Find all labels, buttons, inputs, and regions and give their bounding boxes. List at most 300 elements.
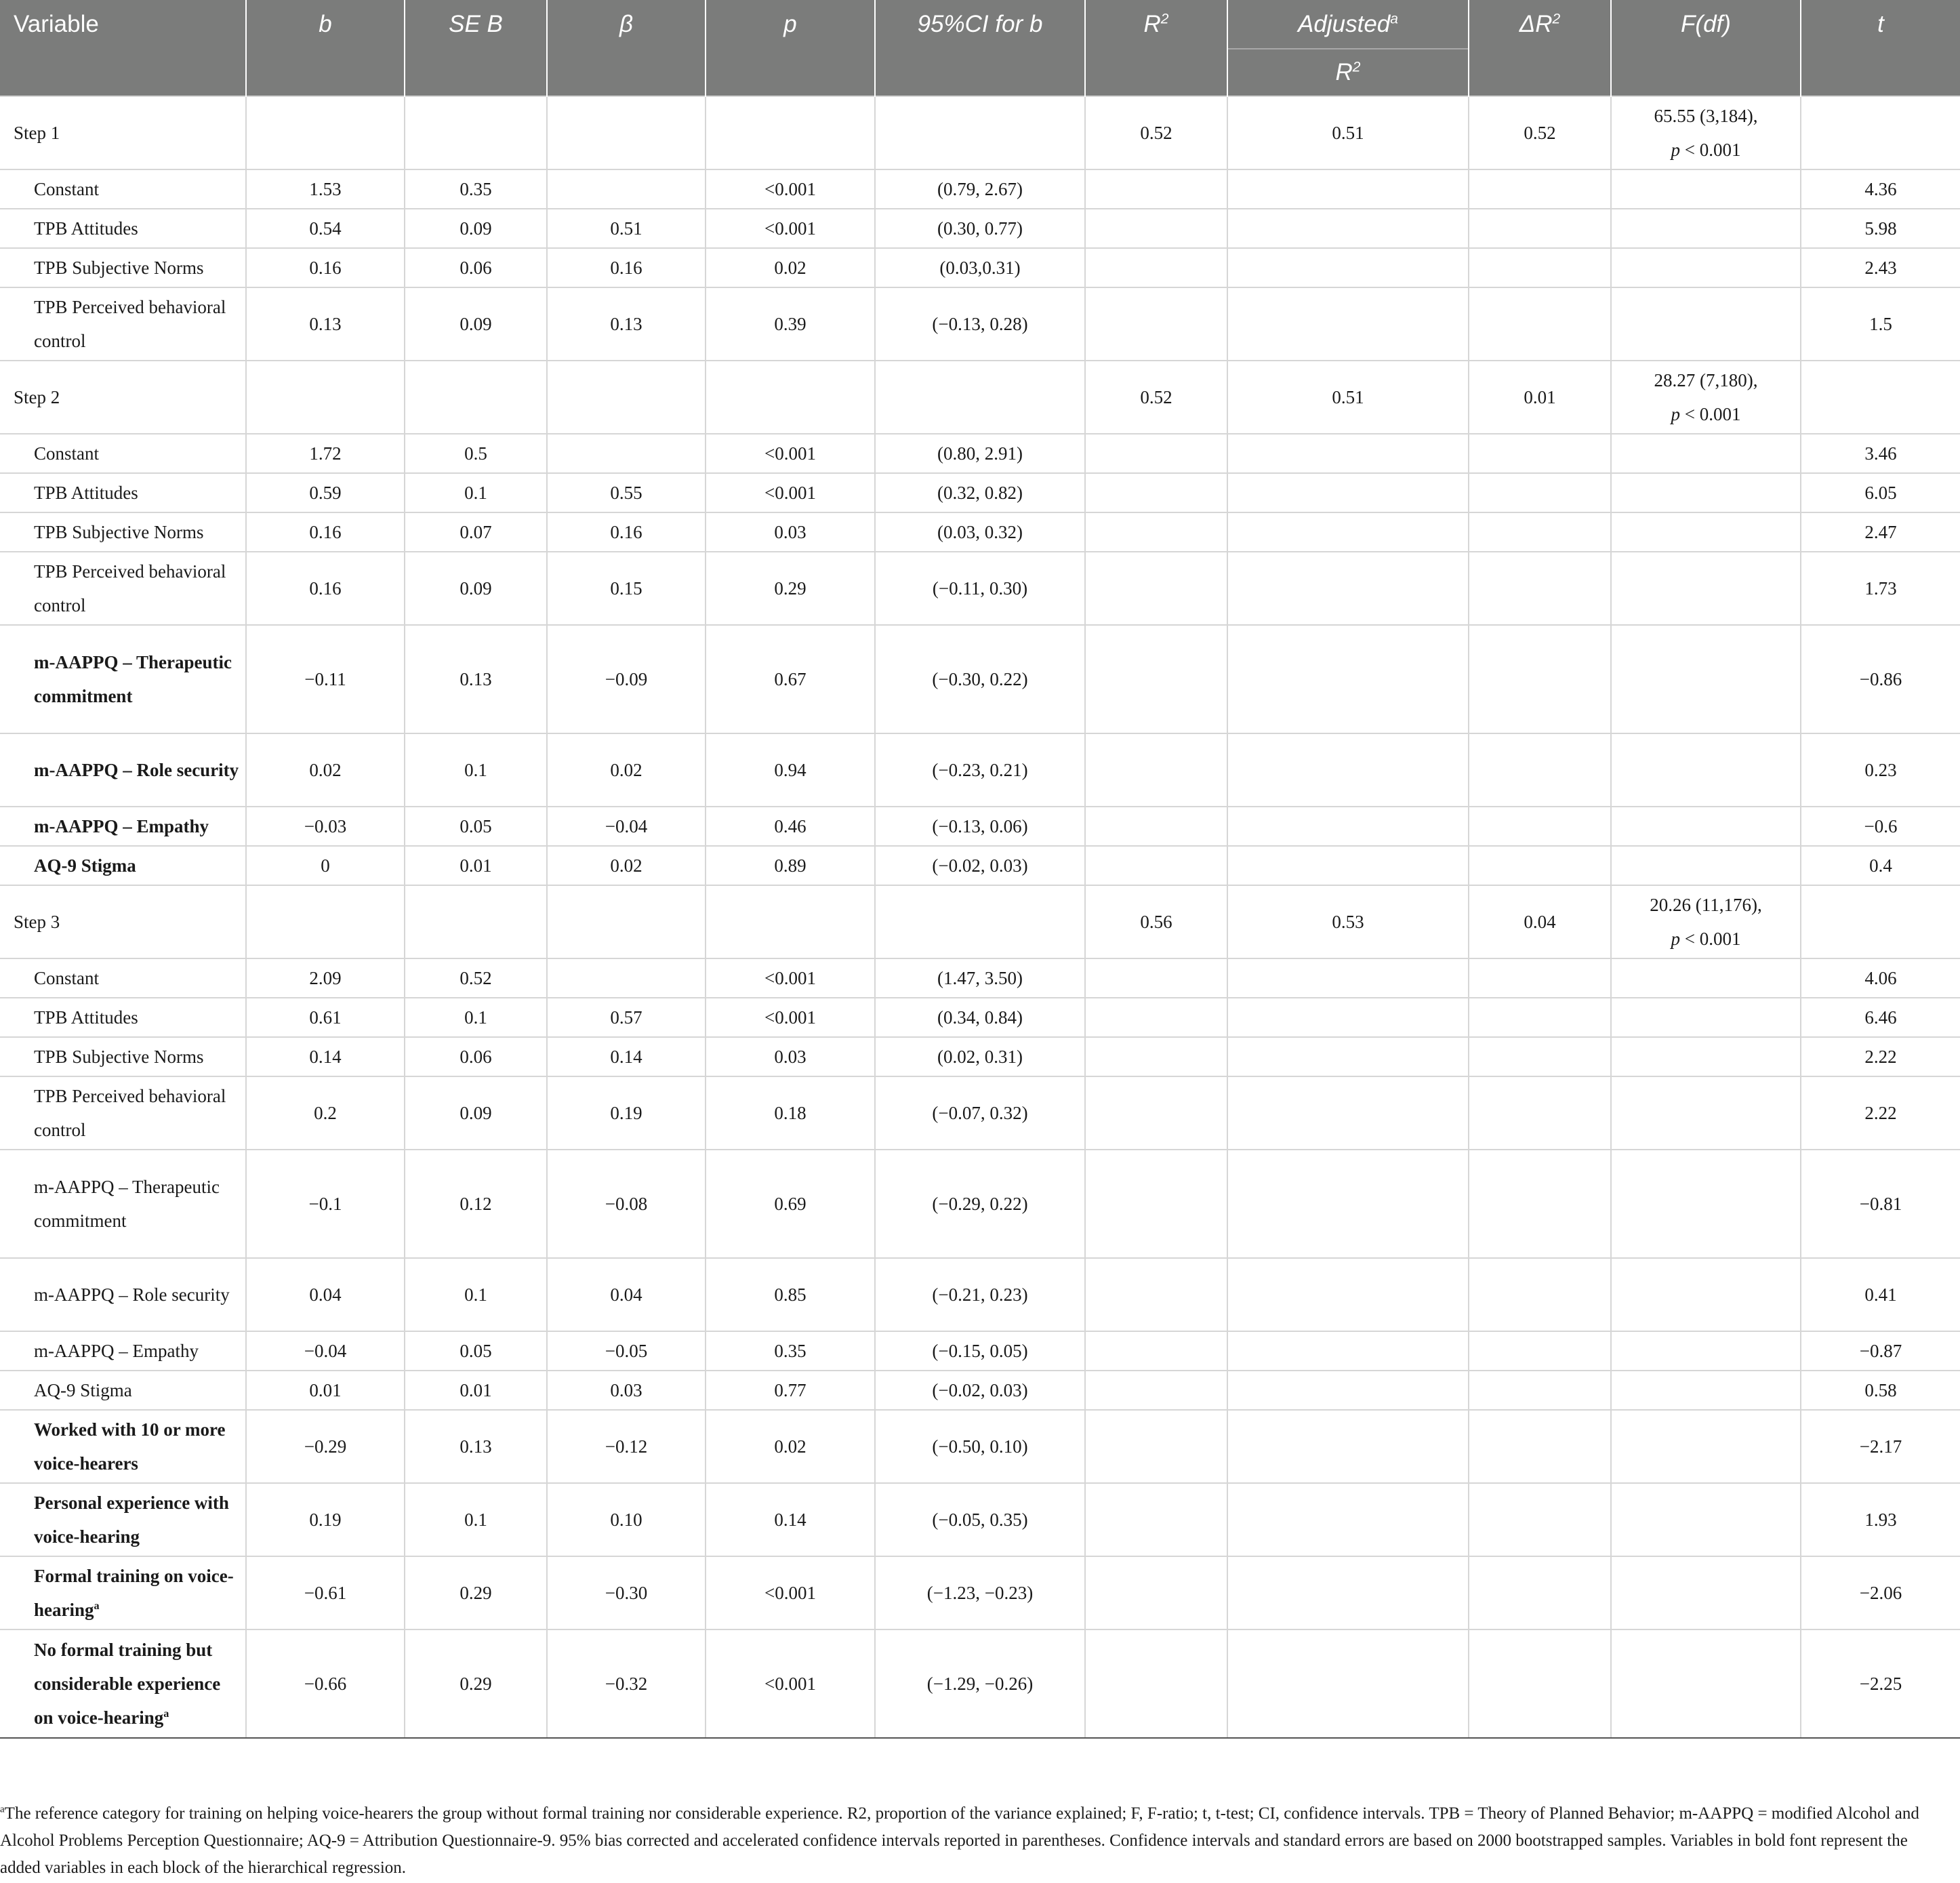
cell-text: Formal training on voice-hearing: [34, 1566, 234, 1620]
table-body: [0, 96, 1960, 1738]
cell-text: 0.1: [464, 1510, 487, 1530]
cell-text: (0.03,0.31): [939, 258, 1021, 278]
cell-b: [246, 1150, 405, 1258]
table-row: [0, 1483, 1960, 1556]
cell-text: 0.59: [309, 483, 342, 503]
cell-ci: [875, 807, 1085, 846]
cell-r2: [1085, 552, 1227, 625]
cell-text: (−0.50, 0.10): [932, 1436, 1028, 1457]
cell-ci: [875, 473, 1085, 512]
cell-variable: [0, 552, 246, 625]
cell-b: [246, 434, 405, 473]
cell-se-b: [405, 287, 547, 361]
cell-adjusted-r2: [1227, 1629, 1469, 1738]
cell-text: <0.001: [764, 218, 816, 239]
cell-delta-r2: [1469, 1556, 1611, 1629]
cell-text: 0.02: [774, 1436, 807, 1457]
cell-variable: [0, 733, 246, 807]
cell-variable: [0, 1037, 246, 1076]
cell-beta: [547, 885, 706, 958]
cell-fdf: [1611, 1629, 1801, 1738]
cell-ci: [875, 1410, 1085, 1483]
cell-text: 0.09: [460, 1103, 492, 1123]
cell-variable: [0, 512, 246, 552]
cell-delta-r2: [1469, 473, 1611, 512]
cell-p: [706, 807, 875, 846]
cell-t: [1801, 846, 1960, 885]
cell-t: [1801, 1150, 1960, 1258]
cell-adjusted-r2: [1227, 998, 1469, 1037]
f-statistic: 20.26 (11,176),: [1650, 895, 1762, 915]
cell-text: (−0.05, 0.35): [932, 1510, 1028, 1530]
cell-p: [706, 885, 875, 958]
header-adjusted-r2: [1227, 0, 1469, 96]
cell-text: TPB Perceived behavioral control: [34, 561, 226, 615]
cell-p: [706, 552, 875, 625]
cell-ci: [875, 512, 1085, 552]
cell-t: [1801, 1556, 1960, 1629]
cell-ci: [875, 998, 1085, 1037]
cell-p: [706, 361, 875, 434]
table-row: [0, 846, 1960, 885]
cell-ci: [875, 846, 1085, 885]
cell-ci: [875, 1258, 1085, 1331]
cell-text: Step 1: [14, 123, 60, 143]
cell-text: 0.89: [774, 855, 807, 876]
cell-r2: [1085, 512, 1227, 552]
cell-text: 0.05: [460, 816, 492, 836]
cell-ci: [875, 1556, 1085, 1629]
cell-t: [1801, 434, 1960, 473]
cell-ci: [875, 625, 1085, 733]
cell-se-b: [405, 552, 547, 625]
cell-delta-r2: [1469, 807, 1611, 846]
cell-r2: [1085, 361, 1227, 434]
cell-t: [1801, 1410, 1960, 1483]
cell-text: 0.85: [774, 1284, 807, 1305]
cell-ci: [875, 169, 1085, 209]
cell-text: −0.11: [304, 669, 346, 689]
cell-text: (−0.23, 0.21): [932, 760, 1028, 780]
cell-p: [706, 1150, 875, 1258]
cell-b: [246, 1556, 405, 1629]
cell-text: −0.08: [605, 1194, 648, 1214]
cell-text: 0.2: [314, 1103, 337, 1123]
cell-text: (−1.23, −0.23): [926, 1583, 1034, 1603]
cell-adjusted-r2: [1227, 1331, 1469, 1371]
cell-text: 0.02: [610, 855, 642, 876]
cell-text: 0.02: [610, 760, 642, 780]
cell-delta-r2: [1469, 361, 1611, 434]
cell-text: (0.80, 2.91): [937, 443, 1023, 464]
cell-text: −0.66: [304, 1674, 347, 1694]
header-t: t: [1801, 0, 1960, 96]
header-adjusted-r2-sup: 2: [1352, 59, 1361, 75]
cell-t: [1801, 248, 1960, 287]
header-delta-sup: 2: [1552, 11, 1561, 27]
cell-variable: [0, 807, 246, 846]
cell-variable: [0, 1076, 246, 1150]
cell-variable: [0, 209, 246, 248]
header-adjusted-label: Adjusted: [1298, 11, 1391, 37]
cell-text: <0.001: [764, 968, 816, 988]
cell-p: [706, 1483, 875, 1556]
cell-text: (−0.21, 0.23): [932, 1284, 1028, 1305]
cell-t: [1801, 1037, 1960, 1076]
cell-text: Constant: [34, 443, 100, 464]
cell-p: [706, 1037, 875, 1076]
cell-text: 0.07: [460, 522, 492, 542]
cell-text: TPB Subjective Norms: [34, 258, 204, 278]
cell-beta: [547, 1331, 706, 1371]
cell-ci: [875, 885, 1085, 958]
cell-ci: [875, 733, 1085, 807]
cell-beta: [547, 248, 706, 287]
cell-p: [706, 512, 875, 552]
cell-p: [706, 1331, 875, 1371]
cell-text: 0.55: [610, 483, 642, 503]
cell-adjusted-r2: [1227, 846, 1469, 885]
cell-b: [246, 807, 405, 846]
cell-text: 6.46: [1864, 1007, 1897, 1028]
cell-variable: [0, 1483, 246, 1556]
cell-t: [1801, 885, 1960, 958]
cell-text: (0.03, 0.32): [937, 522, 1023, 542]
cell-ci: [875, 209, 1085, 248]
table-row: [0, 1037, 1960, 1076]
cell-text: TPB Perceived behavioral control: [34, 297, 226, 351]
cell-text: 0.1: [464, 483, 487, 503]
cell-text: 2.43: [1864, 258, 1897, 278]
table-row: [0, 1629, 1960, 1738]
cell-fdf: [1611, 1556, 1801, 1629]
table-row: [0, 434, 1960, 473]
cell-r2: [1085, 885, 1227, 958]
cell-text: 0.01: [460, 1380, 492, 1400]
table-row: [0, 733, 1960, 807]
cell-text: 1.5: [1869, 314, 1892, 334]
cell-ci: [875, 1629, 1085, 1738]
table-row: [0, 552, 1960, 625]
cell-delta-r2: [1469, 1037, 1611, 1076]
cell-text: 0.57: [610, 1007, 642, 1028]
cell-delta-r2: [1469, 512, 1611, 552]
cell-r2: [1085, 169, 1227, 209]
cell-adjusted-r2: [1227, 1483, 1469, 1556]
cell-p: [706, 1371, 875, 1410]
cell-p: [706, 169, 875, 209]
cell-text: 0.03: [774, 522, 807, 542]
cell-text: 0.01: [460, 855, 492, 876]
cell-text: 0.01: [1524, 387, 1556, 407]
cell-text: 0.29: [460, 1583, 492, 1603]
cell-adjusted-r2: [1227, 96, 1469, 169]
cell-p: [706, 287, 875, 361]
cell-text: 4.36: [1864, 179, 1897, 199]
cell-text: TPB Attitudes: [34, 218, 138, 239]
cell-adjusted-r2: [1227, 733, 1469, 807]
cell-variable: [0, 287, 246, 361]
cell-r2: [1085, 733, 1227, 807]
cell-text: −0.6: [1864, 816, 1898, 836]
cell-r2: [1085, 434, 1227, 473]
header-r2: [1085, 0, 1227, 96]
cell-variable: [0, 1371, 246, 1410]
cell-fdf: [1611, 733, 1801, 807]
cell-text: TPB Attitudes: [34, 483, 138, 503]
cell-beta: [547, 1410, 706, 1483]
cell-text: 0.4: [1869, 855, 1892, 876]
cell-text: 0.56: [1140, 912, 1172, 932]
cell-delta-r2: [1469, 287, 1611, 361]
cell-variable: [0, 1150, 246, 1258]
cell-text: 0.52: [1140, 123, 1172, 143]
cell-se-b: [405, 209, 547, 248]
cell-text: −0.03: [304, 816, 347, 836]
cell-r2: [1085, 1556, 1227, 1629]
cell-fdf: [1611, 625, 1801, 733]
cell-text: Personal experience with voice-hearing: [34, 1493, 229, 1547]
cell-text: 3.46: [1864, 443, 1897, 464]
cell-text: 2.22: [1864, 1047, 1897, 1067]
cell-text: −0.05: [605, 1341, 648, 1361]
table-row: [0, 169, 1960, 209]
cell-ci: [875, 1037, 1085, 1076]
cell-text: 0.94: [774, 760, 807, 780]
cell-beta: [547, 1258, 706, 1331]
cell-text: 0.01: [309, 1380, 342, 1400]
cell-text: 2.47: [1864, 522, 1897, 542]
cell-adjusted-r2: [1227, 1037, 1469, 1076]
cell-t: [1801, 209, 1960, 248]
table-row: [0, 1556, 1960, 1629]
cell-adjusted-r2: [1227, 1258, 1469, 1331]
cell-text: 0.14: [610, 1047, 642, 1067]
cell-text: 0.03: [774, 1047, 807, 1067]
cell-text: (0.34, 0.84): [937, 1007, 1023, 1028]
cell-t: [1801, 361, 1960, 434]
cell-delta-r2: [1469, 1150, 1611, 1258]
cell-adjusted-r2: [1227, 434, 1469, 473]
cell-text: No formal training but considerable experience on voice-hearing: [34, 1640, 221, 1728]
cell-variable: [0, 473, 246, 512]
cell-b: [246, 209, 405, 248]
cell-text: −2.25: [1859, 1674, 1902, 1694]
cell-fdf: [1611, 287, 1801, 361]
cell-se-b: [405, 1556, 547, 1629]
cell-fdf: [1611, 512, 1801, 552]
cell-text: 0.14: [774, 1510, 807, 1530]
cell-delta-r2: [1469, 625, 1611, 733]
cell-text: 0.04: [1524, 912, 1556, 932]
cell-ci: [875, 1331, 1085, 1371]
cell-delta-r2: [1469, 1258, 1611, 1331]
cell-variable: [0, 1556, 246, 1629]
cell-text: (0.32, 0.82): [937, 483, 1023, 503]
cell-b: [246, 885, 405, 958]
cell-fdf: [1611, 846, 1801, 885]
cell-text: 0.04: [610, 1284, 642, 1305]
cell-beta: [547, 96, 706, 169]
cell-text: −0.61: [304, 1583, 347, 1603]
cell-text: 0.16: [309, 522, 342, 542]
cell-text: TPB Perceived behavioral control: [34, 1086, 226, 1140]
header-p: p: [706, 0, 875, 96]
cell-fdf: [1611, 96, 1801, 169]
cell-text: −0.86: [1859, 669, 1902, 689]
cell-text: 0.02: [309, 760, 342, 780]
cell-text: 0.29: [460, 1674, 492, 1694]
cell-delta-r2: [1469, 998, 1611, 1037]
table-row: [0, 287, 1960, 361]
cell-p: [706, 1258, 875, 1331]
cell-text: 0.09: [460, 314, 492, 334]
cell-text: 0.12: [460, 1194, 492, 1214]
header-se-b: SE B: [405, 0, 547, 96]
cell-text: 0.53: [1332, 912, 1364, 932]
cell-r2: [1085, 998, 1227, 1037]
cell-text: Step 3: [14, 912, 60, 932]
cell-r2: [1085, 1037, 1227, 1076]
cell-fdf: [1611, 1371, 1801, 1410]
cell-adjusted-r2: [1227, 473, 1469, 512]
cell-beta: [547, 1629, 706, 1738]
cell-se-b: [405, 248, 547, 287]
cell-fdf: [1611, 958, 1801, 998]
cell-fdf: [1611, 552, 1801, 625]
cell-beta: [547, 958, 706, 998]
cell-r2: [1085, 473, 1227, 512]
cell-beta: [547, 625, 706, 733]
cell-text: (−0.11, 0.30): [932, 578, 1028, 599]
cell-text: 1.53: [309, 179, 342, 199]
cell-text: 0.51: [1332, 387, 1364, 407]
table-row: [0, 1258, 1960, 1331]
cell-text: −0.87: [1859, 1341, 1902, 1361]
header-ci: 95%CI for b: [875, 0, 1085, 96]
cell-beta: [547, 1483, 706, 1556]
cell-text: 0.39: [774, 314, 807, 334]
cell-text: m-AAPPQ – Empathy: [34, 816, 209, 836]
cell-text: −2.06: [1859, 1583, 1902, 1603]
cell-text: −2.17: [1859, 1436, 1902, 1457]
cell-t: [1801, 998, 1960, 1037]
cell-fdf: [1611, 1410, 1801, 1483]
cell-fdf: [1611, 248, 1801, 287]
cell-se-b: [405, 434, 547, 473]
cell-adjusted-r2: [1227, 248, 1469, 287]
cell-adjusted-r2: [1227, 1076, 1469, 1150]
cell-text: 0.09: [460, 218, 492, 239]
cell-b: [246, 733, 405, 807]
cell-text: −0.12: [605, 1436, 648, 1457]
table-row: [0, 1331, 1960, 1371]
cell-p: [706, 248, 875, 287]
cell-b: [246, 248, 405, 287]
cell-text: AQ-9 Stigma: [34, 1380, 132, 1400]
cell-adjusted-r2: [1227, 512, 1469, 552]
cell-b: [246, 169, 405, 209]
cell-text: Step 2: [14, 387, 60, 407]
cell-variable: [0, 96, 246, 169]
cell-b: [246, 846, 405, 885]
cell-text: −0.1: [308, 1194, 342, 1214]
cell-text: (−0.29, 0.22): [932, 1194, 1028, 1214]
cell-variable: [0, 361, 246, 434]
table-row: [0, 209, 1960, 248]
cell-b: [246, 473, 405, 512]
step-row: [0, 885, 1960, 958]
cell-adjusted-r2: [1227, 807, 1469, 846]
cell-text: 2.09: [309, 968, 342, 988]
cell-t: [1801, 625, 1960, 733]
cell-variable: [0, 998, 246, 1037]
cell-b: [246, 287, 405, 361]
cell-r2: [1085, 96, 1227, 169]
cell-text: TPB Subjective Norms: [34, 1047, 204, 1067]
cell-fdf: [1611, 209, 1801, 248]
cell-adjusted-r2: [1227, 1371, 1469, 1410]
cell-ci: [875, 958, 1085, 998]
cell-r2: [1085, 248, 1227, 287]
cell-beta: [547, 434, 706, 473]
cell-text: 0.52: [1140, 387, 1172, 407]
cell-text: Constant: [34, 968, 100, 988]
cell-beta: [547, 361, 706, 434]
cell-text: 0.13: [460, 669, 492, 689]
cell-variable: [0, 248, 246, 287]
cell-ci: [875, 248, 1085, 287]
cell-p: [706, 958, 875, 998]
cell-text: 1.72: [309, 443, 342, 464]
cell-text: 0.06: [460, 258, 492, 278]
step-row: [0, 361, 1960, 434]
cell-b: [246, 1331, 405, 1371]
cell-b: [246, 1037, 405, 1076]
cell-p: [706, 209, 875, 248]
cell-se-b: [405, 1331, 547, 1371]
cell-se-b: [405, 96, 547, 169]
f-p-value: p < 0.001: [1671, 929, 1741, 949]
cell-beta: [547, 209, 706, 248]
cell-beta: [547, 473, 706, 512]
cell-t: [1801, 287, 1960, 361]
cell-t: [1801, 552, 1960, 625]
cell-text: 0.1: [464, 760, 487, 780]
cell-text: 0.5: [464, 443, 487, 464]
cell-text: 0.13: [460, 1436, 492, 1457]
header-r2-label: R: [1143, 11, 1161, 37]
table-row: [0, 473, 1960, 512]
table-row: [0, 1150, 1960, 1258]
cell-se-b: [405, 733, 547, 807]
cell-text: 0.13: [309, 314, 342, 334]
cell-text: 0.16: [610, 258, 642, 278]
cell-text: 0.06: [460, 1047, 492, 1067]
cell-text: 0.67: [774, 669, 807, 689]
cell-fdf: [1611, 361, 1801, 434]
cell-text: m-AAPPQ – Empathy: [34, 1341, 199, 1361]
cell-text: 0.58: [1864, 1380, 1897, 1400]
cell-text: 0.77: [774, 1380, 807, 1400]
cell-delta-r2: [1469, 1371, 1611, 1410]
cell-text: AQ-9 Stigma: [34, 855, 136, 876]
cell-t: [1801, 1371, 1960, 1410]
cell-text: (0.02, 0.31): [937, 1047, 1023, 1067]
cell-text: (−0.02, 0.03): [932, 1380, 1028, 1400]
cell-b: [246, 361, 405, 434]
cell-beta: [547, 1150, 706, 1258]
